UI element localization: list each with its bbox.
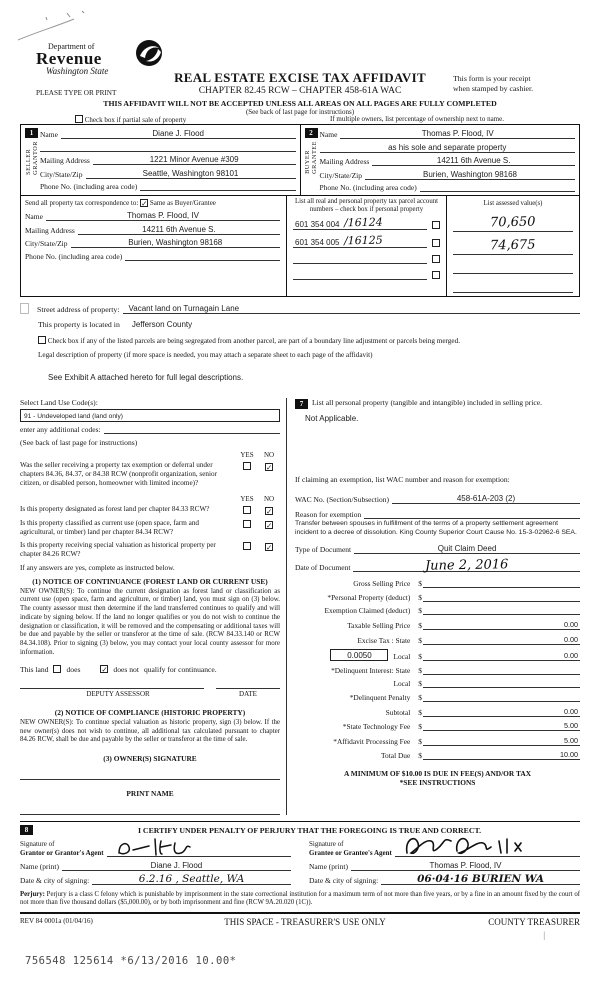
buyer-fields [320, 128, 576, 193]
corr-phone-label: Phone No. (including area code) [25, 251, 123, 261]
compliance-title: (2) NOTICE OF COMPLIANCE (HISTORIC PROPERTY) [54, 707, 246, 717]
parcel-number-2: 601 354 005 [295, 238, 340, 247]
partial-sale-label: Check box if partial sale of property [84, 116, 187, 124]
exemption-claim-label: If claiming an exemption, list WAC number and reason for exemption: [295, 475, 510, 484]
fee-field-1[interactable] [423, 593, 580, 602]
assessed-value-2: 74,675 [490, 237, 536, 254]
dollar-sign: $ [418, 620, 422, 630]
fee-row [295, 721, 580, 731]
buyer-mailing-value: 14211 6th Avenue S. [436, 156, 511, 165]
type-or-print-label: PLEASE TYPE OR PRINT [36, 89, 117, 97]
if-yes-note: If any answers are yes, complete as instructed below. [20, 562, 175, 572]
grantor-date-field[interactable] [92, 872, 291, 885]
parcel-row [293, 234, 440, 248]
q4-no-checkbox[interactable]: ✓ [266, 542, 273, 552]
parcel-hw-2: /16125 [343, 233, 383, 248]
parcel-row [293, 268, 440, 280]
q2-yes-checkbox[interactable] [243, 506, 251, 514]
type-of-document-field[interactable] [354, 544, 580, 554]
buyer-side-strip [303, 128, 320, 193]
parcel-numbers-column [286, 196, 446, 296]
question-3-text: Is this property classified as current use (open space, farm and agricultural, or timber) land per chapter 84.34 RCW? [20, 518, 200, 536]
does-not-checkbox[interactable]: ✓ [101, 665, 108, 675]
seller-name-field[interactable] [61, 129, 296, 139]
fee-label-5: Local [393, 652, 411, 662]
form-title: REAL ESTATE EXCISE TAX AFFIDAVIT [174, 70, 426, 85]
land-use-code-value: 91 - Undeveloped land (land only) [24, 413, 123, 420]
parcel-number-1: 601 354 004 [295, 220, 340, 229]
assessed-values-column [446, 196, 579, 296]
seller-mailing-field[interactable] [93, 155, 296, 165]
parcel-checkbox-4[interactable] [432, 271, 440, 279]
seller-vert-label-1: SELLER [24, 148, 32, 175]
correspondence-strip [20, 196, 580, 297]
buyer-city-label: City/State/Zip [319, 170, 362, 180]
wac-number-field[interactable] [392, 494, 580, 504]
fee-row-local-rate [295, 649, 580, 661]
located-in-label: This property is located in [38, 320, 120, 329]
personal-property-value: Not Applicable. [305, 414, 359, 423]
perjury-lead: Perjury: [20, 890, 45, 898]
street-address-value: Vacant land on Turnagain Lane [128, 304, 240, 313]
dollar-sign: $ [418, 736, 422, 746]
faint-section-box [20, 303, 29, 314]
buyer-mailing-label: Mailing Address [319, 157, 370, 166]
section-2-number: 2 [305, 128, 318, 138]
assessed-field-1[interactable] [453, 213, 573, 232]
buyer-city-value: Burien, Washington 98168 [423, 169, 517, 179]
seller-city-value: Seattle, Washington 98101 [142, 168, 239, 178]
assessor-date-label: DATE [239, 689, 257, 698]
fee-label-0: Gross Selling Price [353, 579, 411, 589]
perjury-note [20, 891, 580, 914]
type-of-document-value: Quit Claim Deed [437, 544, 497, 554]
no-label: NO [263, 450, 275, 459]
grantee-date-label: Date & city of signing: [309, 875, 379, 885]
seller-phone-label: Phone No. (including area code) [40, 182, 138, 191]
fee-row [295, 750, 580, 760]
seller-name-value: Diane J. Flood [152, 129, 204, 138]
assessed-field-2[interactable] [453, 236, 573, 255]
party-sections [20, 124, 580, 196]
q4-yes-checkbox[interactable] [243, 542, 251, 550]
fee-row [295, 635, 580, 645]
assessor-date-field[interactable] [216, 688, 280, 689]
buyer-vert-label-1: BUYER [304, 150, 311, 174]
deputy-assessor-field[interactable] [20, 688, 204, 689]
qualify-label: qualify for continuance. [143, 664, 217, 674]
print-name-label: PRINT NAME [126, 789, 174, 799]
fee-table [295, 579, 580, 760]
question-4-text: Is this property receiving special valuation as historical property per chapter 84.26 RCW? [20, 540, 216, 558]
parcel-checkbox-2[interactable] [432, 239, 440, 247]
dollar-sign: $ [418, 707, 422, 717]
buyer-section [301, 125, 580, 195]
fee-row [295, 679, 580, 688]
parcel-checkbox-1[interactable] [432, 221, 440, 229]
property-section [20, 297, 580, 382]
corr-name-value: Thomas P. Flood, IV [127, 211, 199, 220]
buyer-phone-label: Phone No. (including area code) [319, 183, 417, 192]
certification-section [20, 821, 580, 885]
fee-field-12[interactable]: 10.00 [423, 750, 580, 760]
grantor-date-label: Date & city of signing: [20, 875, 90, 885]
street-address-label: Street address of property: [37, 305, 120, 314]
section-8-number: 8 [20, 825, 33, 835]
grantee-name-print-label: Name (print) [309, 862, 348, 872]
dollar-sign: $ [418, 722, 422, 732]
date-of-document-value: June 2, 2016 [424, 557, 509, 574]
compliance-body: NEW OWNER(S): To continue special valuation as historic property, sign (3) below. If the new owner(s) does not wish to continue, all additional tax calculated pursuant to chapter 84.26 RCW, shall be due and payable by the seller or transferor at the time of sale. [20, 718, 280, 744]
seller-fields [40, 128, 296, 193]
perjury-text: Perjury is a class C felony which is punishable by imprisonment in the state correctional institution for a maximum term of not more than five years, or by a fine in an amount fixed by the court of not more than five thousand dollars ($5,000.00), or by both imprisonment and fine (RCW 9A.20.020 (1C)). [20, 890, 580, 907]
partial-sale-row [75, 115, 186, 124]
dollar-sign: $ [418, 592, 422, 602]
certify-text: I CERTIFY UNDER PENALTY OF PERJURY THAT THE FOREGOING IS TRUE AND CORRECT. [137, 825, 482, 835]
logo-text-big: Revenue [36, 49, 102, 68]
local-rate-box[interactable]: 0.0050 [330, 649, 388, 661]
corr-name-field[interactable] [46, 211, 280, 221]
form-footer [20, 917, 580, 927]
street-address-field[interactable] [123, 304, 581, 314]
dollar-sign: $ [418, 635, 422, 645]
fee-field-5[interactable]: 0.00 [423, 651, 580, 661]
seller-vert-label-2: GRANTOR [31, 141, 39, 175]
question-1 [20, 461, 280, 488]
fee-label-9: Subtotal [385, 707, 411, 717]
qualify-row [20, 665, 280, 674]
dollar-sign: $ [418, 652, 422, 662]
grantee-name-value: Thomas P. Flood, IV [429, 861, 502, 871]
additional-codes-label: enter any additional codes: [20, 425, 101, 434]
dollar-sign: $ [418, 665, 422, 675]
yes-no-header-2 [20, 495, 280, 503]
seller-phone-field[interactable] [140, 182, 295, 191]
parcel-header-line1: List all real and personal property tax parcel account [294, 198, 439, 205]
yes-label-2: YES [240, 494, 254, 503]
corr-mailing-value: 14211 6th Avenue S. [142, 224, 216, 234]
grantor-name-print-label: Name (print) [20, 862, 59, 872]
fee-label-10: *State Technology Fee [342, 722, 411, 732]
parcel-header [293, 198, 440, 214]
parcel-field-4[interactable] [293, 268, 427, 280]
fee-field-11[interactable]: 5.00 [423, 736, 580, 746]
owners-signature-label: (3) OWNER(S) SIGNATURE [103, 754, 197, 764]
corr-city-field[interactable] [71, 238, 281, 248]
fee-field-9[interactable]: 0.00 [423, 707, 580, 717]
grantee-date-value: 06·04·16 BURIEN WA [417, 872, 545, 885]
send-correspondence-label: Send all property tax correspondence to: [25, 199, 139, 207]
land-use-label: Select Land Use Code(s): [20, 398, 98, 407]
left-column [20, 398, 286, 815]
reason-exemption-value: Transfer between spouses in fulfillment of the terms of a property settlement agreement incident to a decree of dissolution. King County Superior Court Cause No. 15-3-02962-6 SEA. [295, 520, 577, 536]
no-label-2: NO [263, 494, 275, 503]
grantee-date-field[interactable] [381, 872, 580, 885]
question-2 [20, 505, 280, 515]
yes-label: YES [240, 450, 254, 459]
fee-field-7[interactable] [423, 679, 580, 688]
corr-phone-field[interactable] [125, 252, 280, 261]
fee-row [295, 579, 580, 588]
fee-field-2[interactable] [423, 606, 580, 615]
buyer-name-field[interactable] [340, 129, 575, 139]
owners-signature-field[interactable] [20, 779, 280, 780]
wac-number-value: 458-61A-203 (2) [456, 494, 516, 503]
fee-label-8: *Delinquent Penalty [349, 692, 411, 702]
fee-row [295, 620, 580, 630]
grantor-name-value: Diane J. Flood [150, 861, 203, 871]
buyer-name-extra-value: as his sole and separate property [388, 142, 507, 152]
same-as-buyer-checkbox[interactable]: ✓ [141, 199, 148, 208]
reason-exemption-label: Reason for exemption [295, 510, 362, 519]
seller-city-label: City/State/Zip [40, 169, 83, 179]
seller-city-field[interactable] [86, 169, 296, 179]
assessor-sign-lines [20, 688, 280, 689]
fee-label-4: Excise Tax : State [357, 635, 411, 645]
form-header [0, 0, 600, 124]
buyer-vert-label-2: GRANTEE [311, 141, 318, 174]
buyer-name-extra-field[interactable] [320, 143, 576, 153]
buyer-city-field[interactable] [365, 170, 575, 180]
corr-city-value: Burien, Washington 98168 [128, 238, 223, 247]
assessed-field-4[interactable] [453, 278, 573, 293]
receipt-note-line2: when stamped by cashier. [453, 84, 534, 93]
parcel-field-1[interactable] [293, 216, 427, 230]
seller-section [21, 125, 301, 195]
main-two-column [20, 398, 580, 815]
fee-label-12: Total Due [381, 751, 411, 761]
question-1-text: Was the seller receiving a property tax exemption or deferral under chapters 84.36, 84.37, or 84.38 RCW (nonprofit organization, senior citizen, or disabled person, homeowner with limited income)? [20, 460, 217, 487]
section-1-number: 1 [25, 128, 38, 138]
fee-field-3[interactable]: 0.00 [423, 620, 580, 630]
this-land-label: This land [20, 664, 49, 674]
grantee-name-field[interactable] [351, 861, 580, 871]
grantor-name-field[interactable] [62, 861, 291, 871]
does-checkbox[interactable] [53, 665, 61, 673]
dollar-sign: $ [418, 751, 422, 761]
corr-name-label: Name [25, 212, 43, 221]
receipt-note-line1: This form is your receipt [453, 74, 531, 83]
grantor-signature-block [20, 840, 291, 885]
fee-label-7: Local [393, 679, 411, 689]
minimum-fee-line2: *SEE INSTRUCTIONS [399, 778, 476, 788]
date-of-document-field[interactable] [353, 557, 580, 574]
buyer-name-value: Thomas P. Flood, IV [421, 129, 494, 138]
corr-mailing-field[interactable] [78, 225, 280, 235]
logo-text-sub: Washington State [46, 66, 109, 76]
see-back-note-2: (See back of last page for instructions) [20, 437, 138, 447]
multiple-owners-note: If multiple owners, list percentage of ownership next to name. [330, 115, 504, 123]
fee-field-4[interactable]: 0.00 [423, 635, 580, 645]
continuance-body: NEW OWNER(S): To continue the current designation as forest land or classification as current use (open space, farm and agriculture, or timber) land, you must sign on (3) below. The county assessor must then determine if the land transferred continues to qualify and will indicate by signing below. If the land no longer qualifies or you do not wish to continue the designation or classification, it will be removed and the compensating or additional taxes will be due and payable by the seller or transferor at the time of sale. (RCW 84.33.140 or RCW 84.34.108). Prior to signing (3) below, you may contact your local county assessor for more information. [20, 587, 280, 657]
minimum-fee-note [295, 769, 580, 787]
right-column [286, 398, 580, 815]
fee-label-11: *Affidavit Processing Fee [333, 736, 411, 746]
personal-property-section [295, 398, 580, 409]
assessor-sign-labels [20, 690, 280, 698]
parcel-row [293, 216, 440, 230]
type-of-document-label: Type of Document [295, 545, 352, 555]
logo-text-small: Department of [48, 42, 95, 51]
question-4 [20, 541, 280, 559]
fee-row [295, 736, 580, 746]
dollar-sign: $ [418, 606, 422, 616]
corr-city-label: City/State/Zip [25, 239, 68, 248]
grantor-sig-label: Signature of Grantor or Grantor's Agent [20, 840, 104, 857]
parcel-checkbox-3[interactable] [432, 255, 440, 263]
q1-yes-checkbox[interactable] [243, 462, 251, 470]
fee-label-6: *Delinquent Interest: State [331, 665, 411, 675]
legal-description-value: See Exhibit A attached hereto for full legal descriptions. [48, 373, 244, 382]
fee-field-0[interactable] [423, 579, 580, 588]
q2-no-checkbox[interactable]: ✓ [266, 506, 273, 516]
print-name-field[interactable] [20, 814, 280, 815]
same-as-buyer-label: Same as Buyer/Grantee [149, 199, 216, 207]
continuance-title: (1) NOTICE OF CONTINUANCE (FOREST LAND OR CURRENT USE) [32, 576, 268, 586]
question-2-text: Is this property designated as forest land per chapter 84.33 RCW? [20, 504, 210, 513]
fee-label-2: Exemption Claimed (deduct) [324, 606, 411, 616]
fee-field-6[interactable] [423, 666, 580, 675]
dor-swirl-icon [132, 36, 166, 70]
additional-codes-field[interactable] [104, 425, 280, 434]
fee-row [295, 693, 580, 702]
correspondence-section [21, 196, 286, 296]
dollar-sign: $ [418, 679, 422, 689]
fee-row [295, 593, 580, 602]
county-treasurer-label: COUNTY TREASURER [488, 916, 580, 927]
fee-field-8[interactable] [423, 693, 580, 702]
seller-name-label: Name [40, 130, 58, 139]
legal-description-label: Legal description of property (if more space is needed, you may attach a separate sheet to each page of the affidavit) [38, 351, 373, 359]
reason-exemption-field[interactable] [364, 510, 580, 519]
parcel-hw-1: /16124 [343, 215, 383, 230]
form-subtitle: CHAPTER 82.45 RCW – CHAPTER 458-61A WAC [198, 86, 402, 96]
seller-mailing-label: Mailing Address [40, 156, 90, 165]
corr-mailing-label: Mailing Address [25, 225, 75, 235]
grantor-date-value: 6.2.16 , Seattle, WA [138, 872, 245, 885]
cashier-stamp: 756548 125614 *6/13/2016 10.00* [25, 955, 237, 967]
q1-no-checkbox[interactable]: ✓ [266, 462, 273, 472]
fee-label-3: Taxable Selling Price [347, 620, 411, 630]
grantor-signature [115, 835, 235, 859]
grantee-signature-block [309, 840, 580, 885]
segregated-label: Check box if any of the listed parcels are being segregated from another parcel, are part of a boundary line adjustment or parcels being merged. [47, 337, 460, 345]
buyer-name-label: Name [319, 130, 338, 139]
partial-sale-checkbox[interactable] [75, 115, 83, 123]
parcel-row [293, 252, 440, 264]
seller-mailing-value: 1221 Minor Avenue #309 [149, 155, 239, 164]
dollar-sign: $ [418, 692, 422, 702]
fee-field-10[interactable]: 5.00 [423, 721, 580, 731]
section-7-number: 7 [295, 399, 308, 409]
grantee-sig-label: Signature of Grantee or Grantee's Agent [309, 840, 392, 857]
segregated-checkbox[interactable] [38, 336, 46, 344]
question-3 [20, 519, 280, 537]
buyer-phone-field[interactable] [420, 183, 575, 192]
date-of-document-label: Date of Document [295, 563, 351, 573]
assessed-value-1: 70,650 [490, 214, 536, 231]
warning-text: THIS AFFIDAVIT WILL NOT BE ACCEPTED UNLESS ALL AREAS ON ALL PAGES ARE FULLY COMPLETED [103, 99, 497, 108]
grantee-signature [403, 833, 553, 859]
assessed-header: List assessed value(s) [483, 200, 543, 207]
grantor-signature-field[interactable] [107, 843, 291, 857]
see-back-note: (See back of last page for instructions) [245, 107, 355, 116]
fee-label-1: *Personal Property (deduct) [327, 592, 411, 602]
dollar-sign: $ [418, 579, 422, 589]
parcel-header-line2: numbers – check box if personal property [309, 206, 424, 213]
receipt-note [453, 74, 578, 94]
form-body [20, 124, 580, 927]
deputy-assessor-label: DEPUTY ASSESSOR [86, 689, 150, 698]
personal-property-label: List all personal property (tangible and intangible) included in selling price. [312, 398, 543, 407]
fee-row [295, 666, 580, 675]
yes-no-header-1 [20, 451, 280, 459]
fee-row [295, 606, 580, 615]
land-use-code-box[interactable] [20, 409, 280, 422]
q3-no-checkbox[interactable]: ✓ [266, 520, 273, 530]
parcel-field-2[interactable] [293, 234, 427, 248]
does-not-label: does not [113, 664, 139, 674]
parcel-field-3[interactable] [293, 252, 427, 264]
rev-number: REV 84 0001a (01/04/16) [20, 916, 93, 925]
scan-artifact: | [543, 930, 545, 940]
grantee-signature-field[interactable] [395, 843, 580, 857]
minimum-fee-line1: A MINIMUM OF $10.00 IS DUE IN FEE(S) AND/OR TAX [343, 769, 532, 779]
seller-name-extra-field[interactable] [40, 143, 296, 152]
fee-row [295, 707, 580, 717]
buyer-mailing-field[interactable] [372, 156, 575, 166]
assessed-field-3[interactable] [453, 259, 573, 274]
does-label: does [66, 664, 81, 674]
seller-side-strip [23, 128, 40, 193]
treasurer-space-label: THIS SPACE - TREASURER'S USE ONLY [224, 916, 386, 927]
located-in-value: Jefferson County [131, 320, 193, 329]
q3-yes-checkbox[interactable] [243, 520, 251, 528]
wac-number-label: WAC No. (Section/Subsection) [295, 495, 389, 504]
